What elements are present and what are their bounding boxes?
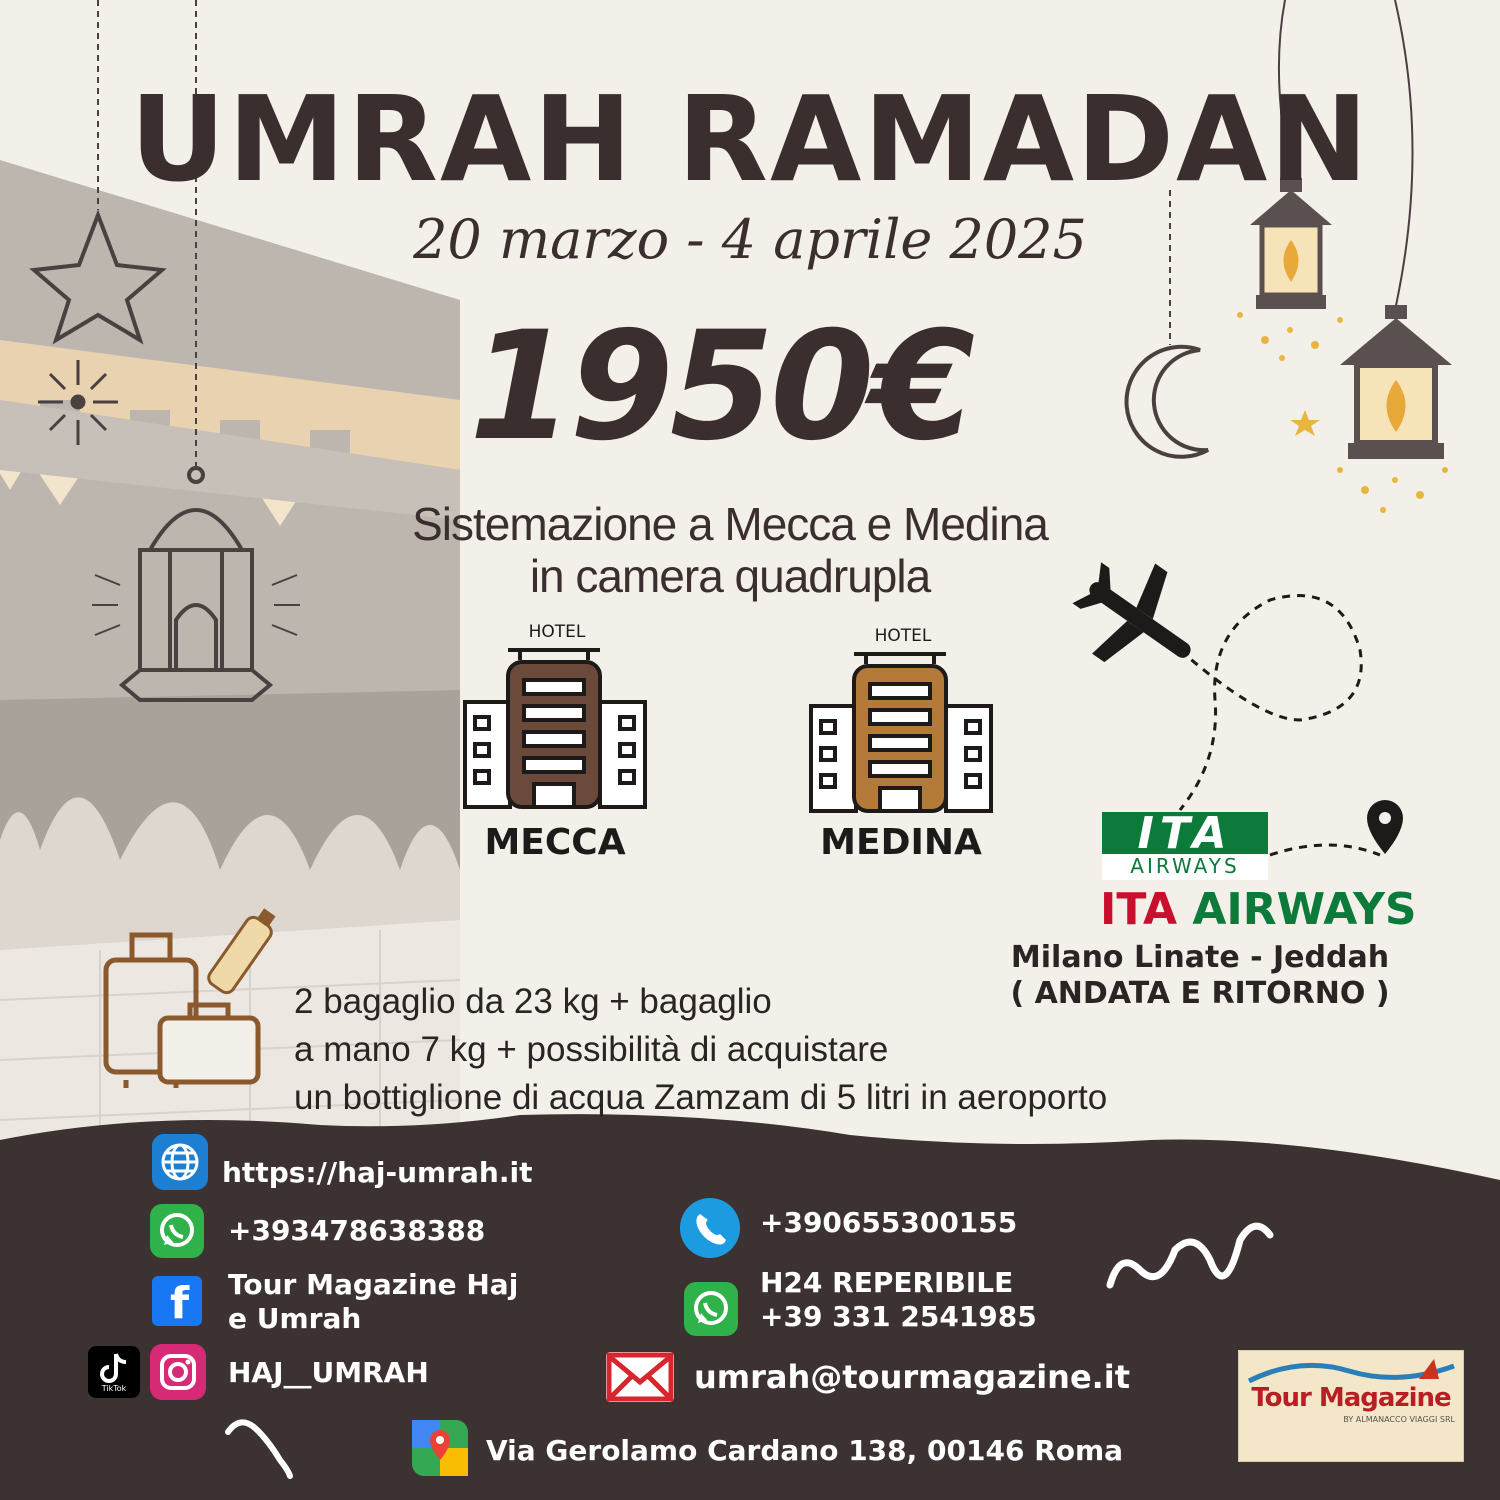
facebook-line-2: e Umrah xyxy=(228,1302,362,1335)
hotel-icon xyxy=(806,626,996,816)
phone-icon[interactable] xyxy=(680,1198,740,1258)
ita-airways-logo xyxy=(1102,808,1268,880)
hotel-medina xyxy=(806,626,996,876)
phone-number[interactable]: +390655300155 xyxy=(760,1206,1018,1239)
hotel-sign: HOTEL xyxy=(528,622,586,642)
map-pin-icon[interactable] xyxy=(412,1420,468,1476)
airline-name-green: AIRWAYS xyxy=(1192,884,1417,935)
h24-number: +39 331 2541985 xyxy=(760,1300,1037,1333)
email-link[interactable]: umrah@tourmagazine.it xyxy=(694,1358,1131,1396)
luggage-line-2: a mano 7 kg + possibilità di acquistare xyxy=(294,1030,889,1069)
instagram-icon[interactable] xyxy=(150,1344,206,1400)
facebook-page[interactable] xyxy=(228,1268,518,1336)
mail-icon[interactable] xyxy=(606,1352,674,1402)
hotel-label-medina: MEDINA xyxy=(820,822,982,863)
whatsapp-icon[interactable] xyxy=(150,1204,204,1258)
price: 1950€ xyxy=(469,300,971,474)
airline-name xyxy=(1100,884,1417,935)
page-title: UMRAH RAMADAN xyxy=(129,70,1371,208)
hotel-mecca xyxy=(460,622,650,872)
accommodation-line-1: Sistemazione a Mecca e Medina xyxy=(412,498,1048,550)
luggage-line-3: un bottiglione di acqua Zamzam di 5 litri in aeroporto xyxy=(294,1078,1108,1117)
ita-logo-top: ITA xyxy=(1137,808,1233,859)
whatsapp-icon-h24[interactable] xyxy=(684,1282,738,1336)
hotel-icon xyxy=(460,622,650,812)
airline-name-red: ITA xyxy=(1100,884,1178,935)
address[interactable]: Via Gerolamo Cardano 138, 00146 Roma xyxy=(486,1434,1124,1467)
facebook-icon[interactable]: f xyxy=(152,1276,202,1326)
event-dates: 20 marzo - 4 aprile 2025 xyxy=(413,208,1087,271)
website-link[interactable]: https://haj-umrah.it xyxy=(222,1156,533,1189)
tiktok-icon[interactable] xyxy=(88,1346,140,1398)
location-pin-icon xyxy=(1367,800,1403,854)
hotel-sign: HOTEL xyxy=(874,626,932,646)
globe-icon[interactable] xyxy=(152,1134,208,1190)
luggage-line-1: 2 bagaglio da 23 kg + bagaglio xyxy=(294,982,772,1021)
trip-type: ( ANDATA E RITORNO ) xyxy=(1010,976,1390,1011)
luggage-text xyxy=(294,978,1294,1122)
moon-icon xyxy=(1127,347,1208,457)
facebook-line-1: Tour Magazine Haj xyxy=(228,1268,519,1301)
accommodation-line-2: in camera quadrupla xyxy=(529,550,931,602)
whatsapp-number[interactable]: +393478638388 xyxy=(228,1214,486,1247)
accommodation-text xyxy=(330,498,1130,602)
tour-magazine-logo xyxy=(1238,1350,1464,1462)
tiktok-label: TikTok xyxy=(101,1384,127,1393)
h24-label: H24 REPERIBILE xyxy=(760,1266,1014,1299)
h24-contact[interactable] xyxy=(760,1266,1037,1334)
brand-sub: BY ALMANACCO VIAGGI SRL xyxy=(1343,1415,1455,1424)
ita-logo-bottom: AIRWAYS xyxy=(1130,854,1240,878)
instagram-handle[interactable]: HAJ__UMRAH xyxy=(228,1356,429,1389)
hotel-label-mecca: MECCA xyxy=(484,822,626,863)
brand-name: Tour Magazine xyxy=(1251,1383,1451,1413)
route-text: Milano Linate - Jeddah xyxy=(1010,940,1390,975)
lantern-icon-right-2 xyxy=(1340,305,1452,459)
